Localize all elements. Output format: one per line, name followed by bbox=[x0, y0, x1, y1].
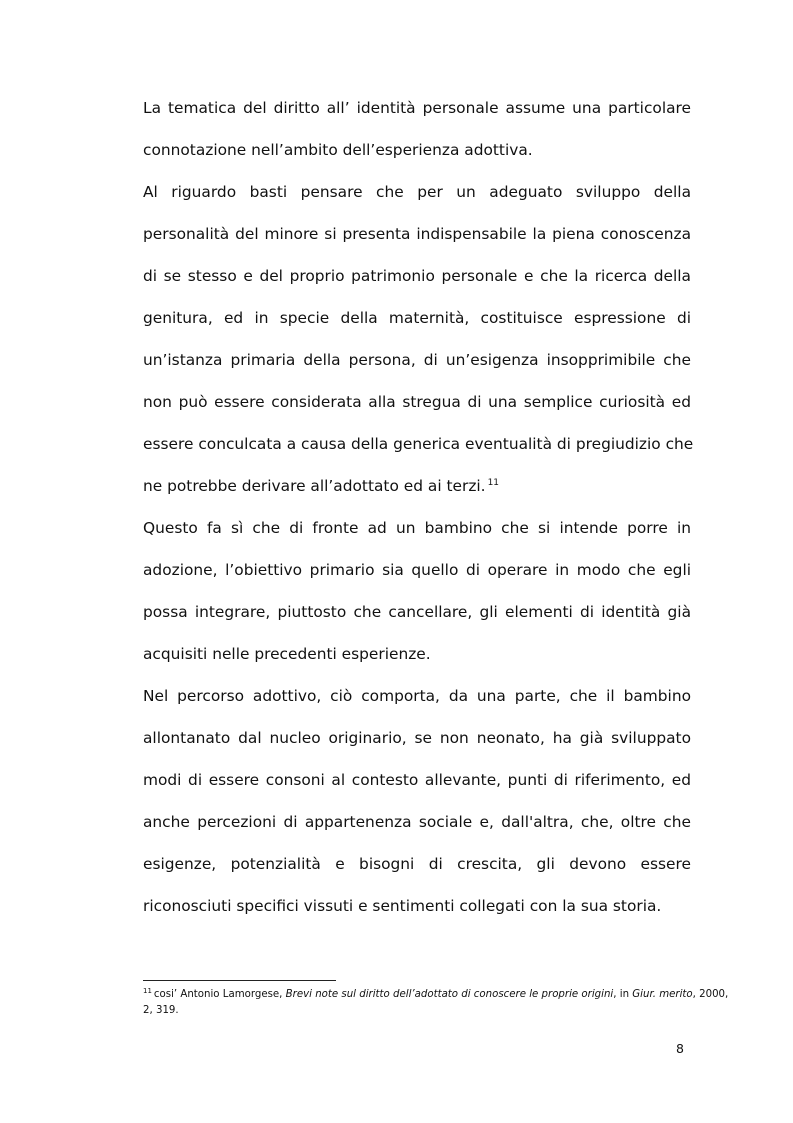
body-line-1: La tematica del diritto all’ identità personale assume una particolare bbox=[143, 99, 691, 117]
footnote-line-1 bbox=[143, 986, 729, 1003]
body-line-6: genitura, ed in specie della maternità, costituisce espressione di bbox=[143, 309, 691, 327]
body-line-3: Al riguardo basti pensare che per un adeguato sviluppo della bbox=[143, 183, 691, 201]
body-line-20: riconosciuti specifici vissuti e sentimenti collegati con la sua storia. bbox=[143, 897, 662, 915]
body-line-5: di se stesso e del proprio patrimonio personale e che la ricerca della bbox=[143, 267, 691, 285]
footnote-middle: , in bbox=[613, 989, 633, 1000]
footnote-prefix: cosi’ Antonio Lamorgese, bbox=[153, 989, 286, 1000]
body-line-10 bbox=[143, 474, 691, 498]
page-number: 8 bbox=[676, 1041, 684, 1056]
footnote-title: Brevi note sul diritto dell’adottato di conoscere le proprie origini bbox=[285, 989, 614, 1000]
body-line-18: anche percezioni di appartenenza sociale e, dall'altra, che, oltre che bbox=[143, 813, 691, 831]
footnote-journal: Giur. merito bbox=[632, 989, 693, 1000]
body-line-4: personalità del minore si presenta indispensabile la piena conoscenza bbox=[143, 225, 691, 243]
footnote-separator bbox=[143, 980, 336, 981]
body-line-15: Nel percorso adottivo, ciò comporta, da una parte, che il bambino bbox=[143, 687, 691, 705]
body-line-7: un’istanza primaria della persona, di un’esigenza insopprimibile che bbox=[143, 351, 691, 369]
body-line-10-text: ne potrebbe derivare all’adottato ed ai terzi. bbox=[143, 477, 486, 495]
footnote-suffix: , 2000, bbox=[692, 989, 729, 1000]
body-line-2: connotazione nell’ambito dell’esperienza adottiva. bbox=[143, 141, 533, 159]
body-line-14: acquisiti nelle precedenti esperienze. bbox=[143, 645, 431, 663]
body-line-16: allontanato dal nucleo originario, se non neonato, ha già sviluppato bbox=[143, 729, 691, 747]
body-line-9: essere conculcata a causa della generica eventualità di pregiudizio che bbox=[143, 435, 694, 453]
body-line-11: Questo fa sì che di fronte ad un bambino che si intende porre in bbox=[143, 519, 691, 537]
body-line-12: adozione, l’obiettivo primario sia quello di operare in modo che egli bbox=[143, 561, 691, 579]
footnote-number: 11 bbox=[143, 986, 152, 995]
body-line-19: esigenze, potenzialità e bisogni di crescita, gli devono essere bbox=[143, 855, 691, 873]
body-line-13: possa integrare, piuttosto che cancellare, gli elementi di identità già bbox=[143, 603, 691, 621]
body-line-17: modi di essere consoni al contesto allevante, punti di riferimento, ed bbox=[143, 771, 691, 789]
body-line-8: non può essere considerata alla stregua di una semplice curiosità ed bbox=[143, 393, 691, 411]
footnote-reference[interactable]: 11 bbox=[487, 477, 500, 488]
footnote-line-2: 2, 319. bbox=[143, 1005, 179, 1016]
